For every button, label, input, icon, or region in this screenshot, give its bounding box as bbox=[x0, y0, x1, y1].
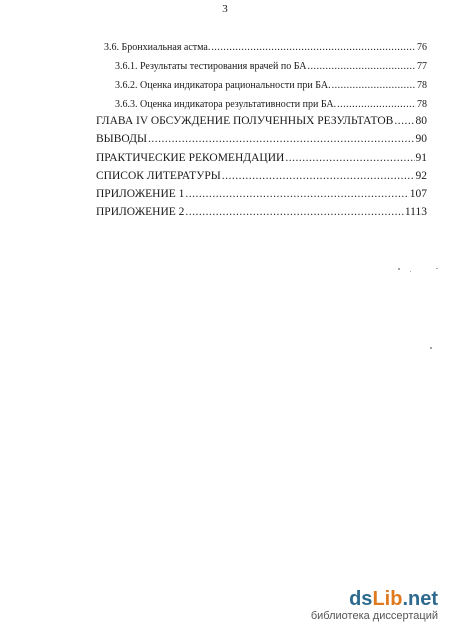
scan-speck bbox=[436, 268, 438, 269]
scan-speck bbox=[430, 347, 432, 349]
toc-entry-page: 80 bbox=[415, 115, 427, 127]
toc-entry bbox=[96, 152, 427, 164]
toc-entry-label: 3.6.2. Оценка индикатора рациональности при БА. bbox=[115, 80, 331, 91]
toc-entry-page: 77 bbox=[417, 61, 427, 72]
leader-dots bbox=[332, 80, 416, 91]
leader-dots bbox=[308, 61, 416, 72]
toc-entry-label: ПРАКТИЧЕСКИЕ РЕКОМЕНДАЦИИ bbox=[96, 152, 285, 164]
toc-entry bbox=[96, 133, 427, 145]
toc-entry-label: ВЫВОДЫ bbox=[96, 133, 147, 145]
leader-dots bbox=[185, 206, 403, 218]
toc-entry bbox=[96, 206, 427, 218]
toc-entry bbox=[115, 80, 427, 91]
toc-entry bbox=[96, 115, 427, 127]
toc-entry-page: 90 bbox=[415, 133, 427, 145]
leader-dots bbox=[211, 42, 416, 53]
leader-dots bbox=[185, 188, 408, 200]
toc-entry bbox=[96, 170, 427, 182]
toc-entry-page: 78 bbox=[417, 99, 427, 110]
toc-entry-page: 1113 bbox=[404, 206, 427, 218]
scan-speck bbox=[398, 268, 400, 270]
page-number: 3 bbox=[222, 3, 228, 15]
toc-entry bbox=[96, 188, 427, 200]
leader-dots bbox=[285, 152, 414, 164]
toc-entry bbox=[115, 99, 427, 110]
toc-entry-label: 3.6.3. Оценка индикатора результативности при БА. bbox=[115, 99, 337, 110]
toc-entry-label: ПРИЛОЖЕНИЕ 2 bbox=[96, 206, 185, 218]
toc-entry-page: 76 bbox=[417, 42, 427, 53]
toc-entry-label: СПИСОК ЛИТЕРАТУРЫ bbox=[96, 170, 221, 182]
toc-entry-label: ПРИЛОЖЕНИЕ 1 bbox=[96, 188, 185, 200]
toc-entry-page: 91 bbox=[415, 152, 427, 164]
scan-speck bbox=[410, 271, 411, 272]
watermark bbox=[311, 588, 438, 623]
toc-entry-label: 3.6.1. Результаты тестирования врачей по БА bbox=[115, 61, 307, 72]
leader-dots bbox=[337, 99, 416, 110]
toc-entry-page: 78 bbox=[417, 80, 427, 91]
toc-entry bbox=[115, 61, 427, 72]
leader-dots bbox=[222, 170, 415, 182]
toc-entry-page: 107 bbox=[409, 188, 427, 200]
toc-entry bbox=[104, 42, 427, 53]
toc-entry-label: ГЛАВА IV ОБСУЖДЕНИЕ ПОЛУЧЕННЫХ РЕЗУЛЬТАТОВ bbox=[96, 115, 394, 127]
watermark-subtitle: библиотека диссертаций bbox=[310, 610, 438, 622]
toc-entry-page: 92 bbox=[415, 170, 427, 182]
leader-dots bbox=[148, 133, 415, 145]
watermark-logo: dsLib.net bbox=[349, 588, 438, 610]
leader-dots bbox=[394, 115, 414, 127]
toc-entry-label: 3.6. Бронхиальная астма. bbox=[104, 42, 211, 53]
